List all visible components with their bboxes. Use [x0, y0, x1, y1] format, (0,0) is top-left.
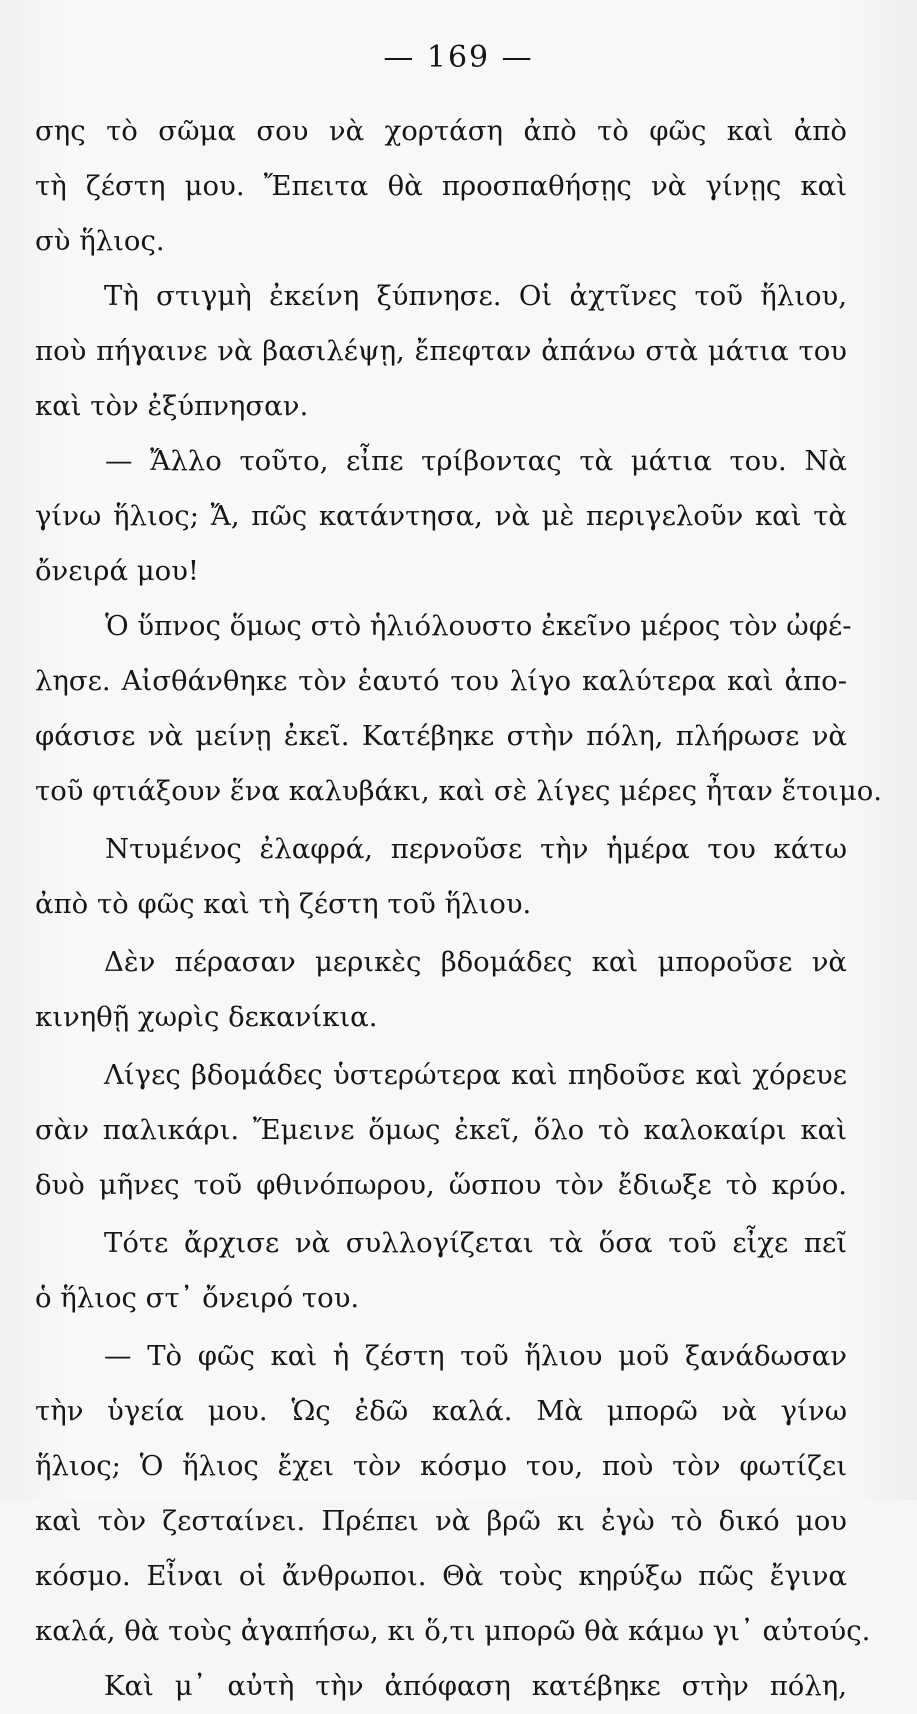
text-line: Λίγες βδομάδες ὑστερώτερα καὶ πηδοῦσε καὶ χόρευε — [104, 1059, 847, 1091]
text-line: Τὴ στιγμὴ ἐκείνη ξύπνησε. Οἱ ἀχτῖνες τοῦ ἥλιου, — [104, 280, 847, 312]
text-line: τὴ ζέστη μου. Ἔπειτα θὰ προσπαθήσῃς νὰ γίνῃς καὶ — [35, 170, 847, 202]
text-line: Τότε ἄρχισε νὰ συλλογίζεται τὰ ὅσα τοῦ εἶχε πεῖ — [104, 1227, 847, 1259]
text-line: καὶ τὸν ἐξύπνησαν. — [35, 390, 309, 422]
text-line: φάσισε νὰ μείνῃ ἐκεῖ. Κατέβηκε στὴν πόλη, πλήρωσε νὰ — [35, 720, 847, 752]
text-line: ποὺ πήγαινε νὰ βασιλέψῃ, ἔπεφταν ἀπάνω στὰ μάτια του — [35, 335, 847, 367]
text-line: τοῦ φτιάξουν ἕνα καλυβάκι, καὶ σὲ λίγες μέρες ἦταν ἕτοιμο. — [35, 775, 883, 807]
text-line: Καὶ μ᾽ αὐτὴ τὴν ἀπόφαση κατέβηκε στὴν πόλη, — [104, 1670, 847, 1702]
text-line: κινηθῇ χωρὶς δεκανίκια. — [35, 1001, 378, 1033]
text-line: κόσμο. Εἶναι οἱ ἄνθρωποι. Θὰ τοὺς κηρύξω πῶς ἔγινα — [35, 1560, 847, 1592]
text-line: ἥλιος; Ὁ ἥλιος ἔχει τὸν κόσμο του, ποὺ τὸν φωτίζει — [35, 1450, 847, 1482]
text-line: καλά, θὰ τοὺς ἀγαπήσω, κι ὅ,τι μπορῶ θὰ κάμω γι᾽ αὐτούς. — [35, 1615, 871, 1647]
text-line: Δὲν πέρασαν μερικὲς βδομάδες καὶ μποροῦσε νὰ — [104, 946, 847, 978]
text-line: σὰν παλικάρι. Ἔμεινε ὅμως ἐκεῖ, ὅλο τὸ καλοκαίρι καὶ — [35, 1114, 847, 1146]
text-line: Ὁ ὕπνος ὅμως στὸ ἡλιόλουστο ἐκεῖνο μέρος τὸν ὠφέ- — [105, 610, 852, 642]
text-line: σης τὸ σῶμα σου νὰ χορτάση ἀπὸ τὸ φῶς καὶ ἀπὸ — [35, 115, 847, 147]
text-line: — Ἄλλο τοῦτο, εἶπε τρίβοντας τὰ μάτια του. Νὰ — [105, 445, 847, 477]
text-line: ἀπὸ τὸ φῶς καὶ τὴ ζέστη τοῦ ἥλιου. — [35, 888, 532, 920]
page-number: — 169 — — [383, 40, 534, 75]
body-text — [35, 104, 883, 1714]
text-line: τὴν ὑγεία μου. Ὡς ἐδῶ καλά. Μὰ μπορῶ νὰ γίνω — [35, 1395, 847, 1427]
text-line: καὶ τὸν ζεσταίνει. Πρέπει νὰ βρῶ κι ἐγὼ τὸ δικό μου — [35, 1505, 847, 1537]
text-line: ὁ ἥλιος στ᾽ ὄνειρό του. — [35, 1282, 360, 1314]
text-line: λησε. Αἰσθάνθηκε τὸν ἑαυτό του λίγο καλύτερα καὶ ἀπο- — [35, 665, 847, 697]
text-line: — Τὸ φῶς καὶ ἡ ζέστη τοῦ ἥλιου μοῦ ξανάδωσαν — [104, 1340, 847, 1372]
text-line: σὺ ἥλιος. — [35, 225, 165, 257]
text-line: ὄνειρά μου! — [35, 555, 199, 587]
text-line: δυὸ μῆνες τοῦ φθινόπωρου, ὥσπου τὸν ἔδιωξε τὸ κρύο. — [35, 1169, 847, 1201]
text-line: Ντυμένος ἐλαφρά, περνοῦσε τὴν ἡμέρα του κάτω — [105, 833, 847, 865]
text-line: γίνω ἥλιος; Ἄ, πῶς κατάντησα, νὰ μὲ περιγελοῦν καὶ τὰ — [35, 500, 847, 532]
